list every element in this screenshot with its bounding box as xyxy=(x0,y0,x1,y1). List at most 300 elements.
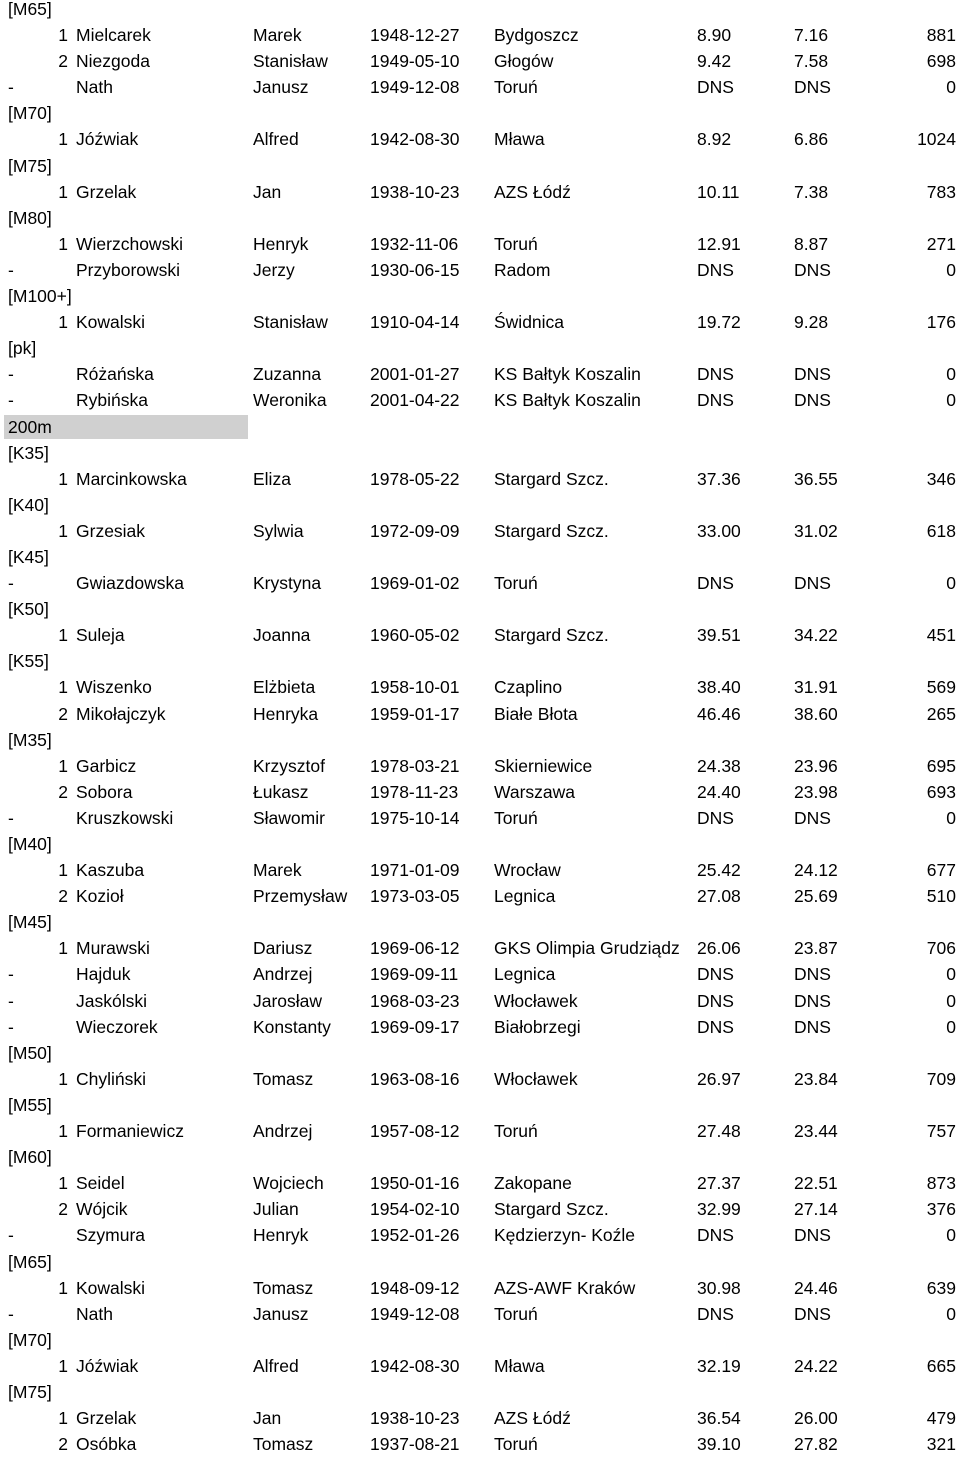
surname: Kowalski xyxy=(76,312,146,333)
result-row xyxy=(0,126,960,152)
points: 783 xyxy=(926,181,956,202)
surname: Suleja xyxy=(76,625,125,646)
club: Toruń xyxy=(494,1434,538,1455)
category-row xyxy=(0,205,960,231)
birth-date: 1969-06-12 xyxy=(370,938,460,959)
category-label: [M40] xyxy=(8,834,52,854)
result-row xyxy=(0,1301,960,1327)
age-graded-time: DNS xyxy=(794,390,831,411)
category-row xyxy=(0,909,960,935)
result-row xyxy=(0,1170,960,1196)
points: 0 xyxy=(946,1016,956,1037)
place: 2 xyxy=(58,1434,68,1455)
birth-date: 1938-10-23 xyxy=(370,1408,460,1429)
place: - xyxy=(8,1303,14,1324)
age-graded-time: 27.14 xyxy=(794,1199,838,1220)
result-time: 24.38 xyxy=(697,755,741,776)
result-time: DNS xyxy=(697,1016,734,1037)
birth-date: 1959-01-17 xyxy=(370,703,460,724)
age-graded-time: DNS xyxy=(794,259,831,280)
points: 176 xyxy=(926,312,956,333)
place: 1 xyxy=(58,520,68,541)
result-time: 19.72 xyxy=(697,312,741,333)
age-graded-time: 25.69 xyxy=(794,886,838,907)
club: KS Bałtyk Koszalin xyxy=(494,390,641,411)
result-row xyxy=(0,22,960,48)
result-row xyxy=(0,1222,960,1248)
surname: Seidel xyxy=(76,1173,125,1194)
category-row xyxy=(0,1327,960,1353)
category-row xyxy=(0,1379,960,1405)
result-row xyxy=(0,466,960,492)
points: 0 xyxy=(946,77,956,98)
club: Toruń xyxy=(494,1303,538,1324)
result-row xyxy=(0,387,960,413)
age-graded-time: 24.46 xyxy=(794,1277,838,1298)
birth-date: 1948-12-27 xyxy=(370,25,460,46)
place: 1 xyxy=(58,468,68,489)
surname: Szymura xyxy=(76,1225,146,1246)
surname: Kowalski xyxy=(76,1277,146,1298)
place: 2 xyxy=(58,1199,68,1220)
points: 639 xyxy=(926,1277,956,1298)
surname: Jóźwiak xyxy=(76,129,139,150)
club: Skierniewice xyxy=(494,755,593,776)
result-time: DNS xyxy=(697,259,734,280)
category-label: [M65] xyxy=(8,0,52,19)
surname: Nath xyxy=(76,77,113,98)
category-label: [K35] xyxy=(8,442,49,463)
points: 0 xyxy=(946,1225,956,1246)
first-name: Zuzanna xyxy=(253,364,322,385)
points: 376 xyxy=(926,1199,956,1220)
points: 321 xyxy=(926,1434,956,1455)
first-name: Jarosław xyxy=(253,990,323,1011)
place: - xyxy=(8,964,14,985)
birth-date: 1978-03-21 xyxy=(370,755,460,776)
result-time: DNS xyxy=(697,1225,734,1246)
place: 2 xyxy=(58,703,68,724)
age-graded-time: 22.51 xyxy=(794,1173,838,1194)
category-row xyxy=(0,1249,960,1275)
result-time: DNS xyxy=(697,364,734,385)
result-time: 8.92 xyxy=(697,129,732,150)
category-label: [M65] xyxy=(8,1251,52,1272)
result-time: 33.00 xyxy=(697,520,741,541)
birth-date: 1937-08-21 xyxy=(370,1434,460,1455)
birth-date: 1969-09-17 xyxy=(370,1016,460,1037)
result-time: 24.40 xyxy=(697,781,741,802)
club: Głogów xyxy=(494,51,554,72)
age-graded-time: 9.28 xyxy=(794,312,829,333)
club: Toruń xyxy=(494,807,538,828)
category-label: [M100+] xyxy=(8,286,72,307)
first-name: Alfred xyxy=(253,129,299,150)
place: 1 xyxy=(58,625,68,646)
age-graded-time: 6.86 xyxy=(794,129,829,150)
result-row xyxy=(0,857,960,883)
result-row xyxy=(0,361,960,387)
club: Toruń xyxy=(494,77,538,98)
category-row xyxy=(0,1144,960,1170)
first-name: Łukasz xyxy=(253,781,309,802)
birth-date: 1978-11-23 xyxy=(370,781,459,802)
result-time: 27.08 xyxy=(697,886,741,907)
result-time: DNS xyxy=(697,573,734,594)
result-row xyxy=(0,1405,960,1431)
surname: Wiszenko xyxy=(76,677,152,698)
first-name: Konstanty xyxy=(253,1016,331,1037)
place: 1 xyxy=(58,1355,68,1376)
place: - xyxy=(8,77,14,98)
birth-date: 1958-10-01 xyxy=(370,677,460,698)
place: 1 xyxy=(58,1408,68,1429)
place: 1 xyxy=(58,1173,68,1194)
surname: Wierzchowski xyxy=(76,233,183,254)
points: 873 xyxy=(926,1173,956,1194)
first-name: Krzysztof xyxy=(253,755,325,776)
result-row xyxy=(0,518,960,544)
club: Czaplino xyxy=(494,677,563,698)
place: 1 xyxy=(58,312,68,333)
points: 0 xyxy=(946,259,956,280)
first-name: Joanna xyxy=(253,625,311,646)
birth-date: 1942-08-30 xyxy=(370,1355,460,1376)
result-time: 27.37 xyxy=(697,1173,741,1194)
points: 346 xyxy=(926,468,956,489)
age-graded-time: 7.16 xyxy=(794,25,829,46)
result-time: DNS xyxy=(697,77,734,98)
birth-date: 1948-09-12 xyxy=(370,1277,460,1298)
result-row xyxy=(0,1196,960,1222)
first-name: Janusz xyxy=(253,1303,309,1324)
section-label: 200m xyxy=(8,416,52,437)
first-name: Jerzy xyxy=(253,259,295,280)
result-row xyxy=(0,48,960,74)
result-row xyxy=(0,805,960,831)
points: 0 xyxy=(946,1303,956,1324)
birth-date: 2001-04-22 xyxy=(370,390,460,411)
first-name: Henryk xyxy=(253,1225,309,1246)
birth-date: 1963-08-16 xyxy=(370,1068,460,1089)
surname: Mielcarek xyxy=(76,25,151,46)
birth-date: 1973-03-05 xyxy=(370,886,460,907)
birth-date: 1910-04-14 xyxy=(370,312,460,333)
result-time: DNS xyxy=(697,990,734,1011)
surname: Chyliński xyxy=(76,1068,147,1089)
age-graded-time: 38.60 xyxy=(794,703,838,724)
surname: Kozioł xyxy=(76,886,124,907)
age-graded-time: 23.84 xyxy=(794,1068,838,1089)
result-time: DNS xyxy=(697,807,734,828)
category-row xyxy=(0,335,960,361)
result-row xyxy=(0,1353,960,1379)
first-name: Jan xyxy=(253,181,282,202)
first-name: Sylwia xyxy=(253,520,304,541)
birth-date: 1932-11-06 xyxy=(370,233,459,254)
points: 0 xyxy=(946,807,956,828)
age-graded-time: DNS xyxy=(794,1016,831,1037)
category-row xyxy=(0,283,960,309)
surname: Jóźwiak xyxy=(76,1355,139,1376)
birth-date: 1960-05-02 xyxy=(370,625,460,646)
age-graded-time: DNS xyxy=(794,77,831,98)
category-label: [K40] xyxy=(8,494,49,515)
place: 1 xyxy=(58,233,68,254)
result-time: DNS xyxy=(697,964,734,985)
surname: Grzesiak xyxy=(76,520,146,541)
place: 1 xyxy=(58,677,68,698)
surname: Jaskólski xyxy=(76,990,147,1011)
points: 709 xyxy=(926,1068,956,1089)
result-row xyxy=(0,231,960,257)
club: KS Bałtyk Koszalin xyxy=(494,364,641,385)
category-row xyxy=(0,440,960,466)
place: 1 xyxy=(58,25,68,46)
first-name: Elżbieta xyxy=(253,677,316,698)
birth-date: 1978-05-22 xyxy=(370,468,460,489)
place: 2 xyxy=(58,781,68,802)
first-name: Marek xyxy=(253,25,302,46)
result-time: 32.19 xyxy=(697,1355,741,1376)
category-label: [M75] xyxy=(8,155,52,176)
points: 693 xyxy=(926,781,956,802)
place: 1 xyxy=(58,1068,68,1089)
category-label: [K55] xyxy=(8,651,49,672)
age-graded-time: 23.98 xyxy=(794,781,838,802)
place: 1 xyxy=(58,181,68,202)
category-label: [M50] xyxy=(8,1042,52,1063)
birth-date: 1949-05-10 xyxy=(370,51,460,72)
result-time: 32.99 xyxy=(697,1199,741,1220)
result-row xyxy=(0,309,960,335)
age-graded-time: DNS xyxy=(794,964,831,985)
place: 1 xyxy=(58,860,68,881)
surname: Grzelak xyxy=(76,181,137,202)
category-label: [M35] xyxy=(8,729,52,750)
result-row xyxy=(0,988,960,1014)
club: Zakopane xyxy=(494,1173,572,1194)
club: GKS Olimpia Grudziądz xyxy=(494,938,680,959)
age-graded-time: DNS xyxy=(794,364,831,385)
place: 1 xyxy=(58,938,68,959)
category-row xyxy=(0,492,960,518)
result-time: 37.36 xyxy=(697,468,741,489)
birth-date: 1971-01-09 xyxy=(370,860,460,881)
result-row xyxy=(0,1118,960,1144)
category-row xyxy=(0,727,960,753)
birth-date: 1957-08-12 xyxy=(370,1121,460,1142)
club: Wrocław xyxy=(494,860,561,881)
surname: Hajduk xyxy=(76,964,131,985)
birth-date: 1969-01-02 xyxy=(370,573,460,594)
surname: Wieczorek xyxy=(76,1016,158,1037)
first-name: Wojciech xyxy=(253,1173,324,1194)
first-name: Henryka xyxy=(253,703,319,724)
category-row xyxy=(0,648,960,674)
result-time: DNS xyxy=(697,390,734,411)
club: Warszawa xyxy=(494,781,576,802)
club: Toruń xyxy=(494,233,538,254)
place: 2 xyxy=(58,886,68,907)
first-name: Dariusz xyxy=(253,938,313,959)
birth-date: 1949-12-08 xyxy=(370,77,460,98)
birth-date: 1942-08-30 xyxy=(370,129,460,150)
points: 695 xyxy=(926,755,956,776)
result-row xyxy=(0,570,960,596)
place: - xyxy=(8,364,14,385)
result-row xyxy=(0,1066,960,1092)
surname: Kaszuba xyxy=(76,860,145,881)
surname: Gwiazdowska xyxy=(76,573,184,594)
points: 0 xyxy=(946,364,956,385)
result-row xyxy=(0,961,960,987)
age-graded-time: DNS xyxy=(794,807,831,828)
result-row xyxy=(0,1275,960,1301)
result-row xyxy=(0,701,960,727)
birth-date: 1968-03-23 xyxy=(370,990,460,1011)
points: 451 xyxy=(926,625,956,646)
result-time: DNS xyxy=(697,1303,734,1324)
surname: Sobora xyxy=(76,781,133,802)
category-label: [pk] xyxy=(8,338,37,359)
first-name: Krystyna xyxy=(253,573,322,594)
club: AZS Łódź xyxy=(494,1408,571,1429)
points: 757 xyxy=(926,1121,956,1142)
category-label: [K45] xyxy=(8,546,49,567)
surname: Przyborowski xyxy=(76,259,181,280)
age-graded-time: 31.02 xyxy=(794,520,838,541)
age-graded-time: DNS xyxy=(794,573,831,594)
place: 1 xyxy=(58,129,68,150)
result-time: 30.98 xyxy=(697,1277,741,1298)
result-time: 26.97 xyxy=(697,1068,741,1089)
club: Białe Błota xyxy=(494,703,578,724)
category-row xyxy=(0,1092,960,1118)
category-row xyxy=(0,100,960,126)
result-time: 36.54 xyxy=(697,1408,741,1429)
first-name: Marek xyxy=(253,860,302,881)
points: 0 xyxy=(946,964,956,985)
birth-date: 1954-02-10 xyxy=(370,1199,460,1220)
club: Kędzierzyn- Koźle xyxy=(494,1225,636,1246)
surname: Wójcik xyxy=(76,1199,128,1220)
age-graded-time: 23.96 xyxy=(794,755,838,776)
first-name: Alfred xyxy=(253,1355,299,1376)
club: Radom xyxy=(494,259,551,280)
category-label: [M55] xyxy=(8,1094,52,1115)
surname: Różańska xyxy=(76,364,154,385)
club: Mława xyxy=(494,1355,545,1376)
club: Włocławek xyxy=(494,990,578,1011)
surname: Garbicz xyxy=(76,755,137,776)
result-time: 38.40 xyxy=(697,677,741,698)
result-row xyxy=(0,1431,960,1457)
result-row xyxy=(0,74,960,100)
club: Świdnica xyxy=(494,312,565,333)
first-name: Sławomir xyxy=(253,807,325,828)
place: - xyxy=(8,1225,14,1246)
result-row xyxy=(0,883,960,909)
age-graded-time: DNS xyxy=(794,990,831,1011)
age-graded-time: 34.22 xyxy=(794,625,838,646)
age-graded-time: 27.82 xyxy=(794,1434,838,1455)
club: Legnica xyxy=(494,964,556,985)
age-graded-time: DNS xyxy=(794,1303,831,1324)
surname: Nath xyxy=(76,1303,113,1324)
first-name: Henryk xyxy=(253,233,309,254)
first-name: Jan xyxy=(253,1408,282,1429)
result-time: 39.10 xyxy=(697,1434,741,1455)
age-graded-time: 31.91 xyxy=(794,677,838,698)
age-graded-time: 23.44 xyxy=(794,1121,838,1142)
category-label: [K50] xyxy=(8,599,49,620)
result-row xyxy=(0,753,960,779)
category-label: [M80] xyxy=(8,207,52,228)
place: - xyxy=(8,573,14,594)
category-row xyxy=(0,596,960,622)
result-row xyxy=(0,1014,960,1040)
category-row xyxy=(0,153,960,179)
place: - xyxy=(8,807,14,828)
points: 665 xyxy=(926,1355,956,1376)
age-graded-time: 7.58 xyxy=(794,51,829,72)
points: 479 xyxy=(926,1408,956,1429)
surname: Niezgoda xyxy=(76,51,150,72)
category-label: [M45] xyxy=(8,912,52,933)
surname: Rybińska xyxy=(76,390,148,411)
birth-date: 1930-06-15 xyxy=(370,259,460,280)
age-graded-time: 24.22 xyxy=(794,1355,838,1376)
first-name: Stanisław xyxy=(253,51,328,72)
category-row xyxy=(0,0,960,22)
points: 271 xyxy=(926,233,956,254)
category-label: [M70] xyxy=(8,103,52,124)
result-time: 25.42 xyxy=(697,860,741,881)
club: Włocławek xyxy=(494,1068,578,1089)
points: 618 xyxy=(926,520,956,541)
result-row xyxy=(0,674,960,700)
place: 1 xyxy=(58,1277,68,1298)
club: AZS-AWF Kraków xyxy=(494,1277,636,1298)
birth-date: 1972-09-09 xyxy=(370,520,460,541)
result-row xyxy=(0,622,960,648)
birth-date: 2001-01-27 xyxy=(370,364,460,385)
club: Stargard Szcz. xyxy=(494,625,609,646)
birth-date: 1975-10-14 xyxy=(370,807,460,828)
result-time: 8.90 xyxy=(697,25,732,46)
points: 0 xyxy=(946,990,956,1011)
result-time: 12.91 xyxy=(697,233,741,254)
age-graded-time: 8.87 xyxy=(794,233,829,254)
club: Stargard Szcz. xyxy=(494,468,609,489)
category-row xyxy=(0,831,960,857)
club: AZS Łódź xyxy=(494,181,571,202)
birth-date: 1949-12-08 xyxy=(370,1303,460,1324)
club: Toruń xyxy=(494,573,538,594)
surname: Kruszkowski xyxy=(76,807,174,828)
points: 510 xyxy=(926,886,956,907)
club: Stargard Szcz. xyxy=(494,1199,609,1220)
age-graded-time: 24.12 xyxy=(794,860,838,881)
points: 0 xyxy=(946,573,956,594)
age-graded-time: 23.87 xyxy=(794,938,838,959)
points: 677 xyxy=(926,860,956,881)
age-graded-time: 36.55 xyxy=(794,468,838,489)
surname: Formaniewicz xyxy=(76,1121,184,1142)
category-label: [M70] xyxy=(8,1329,52,1350)
birth-date: 1969-09-11 xyxy=(370,964,459,985)
